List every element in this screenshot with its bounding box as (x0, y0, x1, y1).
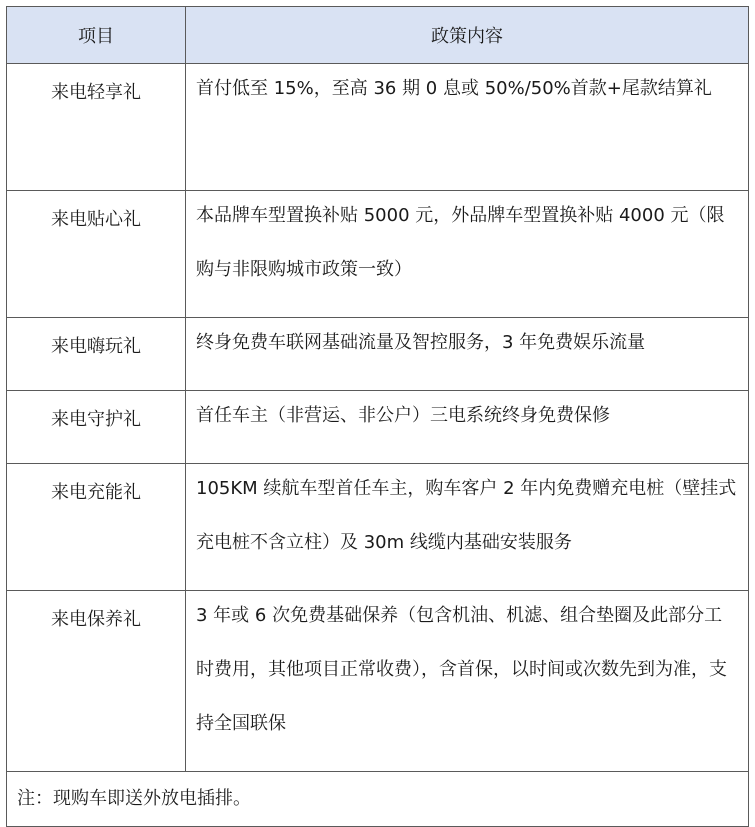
row-content-cell (186, 318, 749, 391)
row-content-cell (186, 191, 749, 318)
row-content-text: 终身免费车联网基础流量及智控服务，3 年免费娱乐流量 (196, 332, 646, 353)
row-content-cell (186, 391, 749, 464)
policy-table-container (6, 6, 748, 827)
header-content: 政策内容 (186, 7, 749, 64)
row-item-label: 来电贴心礼 (7, 191, 186, 318)
row-item-label: 来电轻享礼 (7, 64, 186, 191)
table-row (7, 464, 749, 591)
row-content-text: 首任车主（非营运、非公户）三电系统终身免费保修 (196, 405, 610, 426)
table-row (7, 391, 749, 464)
policy-table (6, 6, 749, 827)
row-item-label: 来电保养礼 (7, 591, 186, 772)
table-header-row (7, 7, 749, 64)
table-note-row (7, 772, 749, 827)
table-row (7, 318, 749, 391)
row-content-cell (186, 591, 749, 772)
row-item-label: 来电充能礼 (7, 464, 186, 591)
table-row (7, 591, 749, 772)
row-content-text: 首付低至 15%，至高 36 期 0 息或 50%/50%首款+尾款结算礼 (196, 78, 712, 99)
header-item: 项目 (7, 7, 186, 64)
row-content-text: 本品牌车型置换补贴 5000 元，外品牌车型置换补贴 4000 元（限购与非限购城市政策一致） (196, 205, 725, 280)
table-row (7, 191, 749, 318)
row-item-label: 来电嗨玩礼 (7, 318, 186, 391)
row-content-cell (186, 64, 749, 191)
row-content-text: 105KM 续航车型首任车主，购车客户 2 年内免费赠充电桩（壁挂式充电桩不含立柱）及 30m 线缆内基础安装服务 (196, 478, 737, 553)
row-item-label: 来电守护礼 (7, 391, 186, 464)
table-note: 注：现购车即送外放电插排。 (7, 772, 749, 827)
table-row (7, 64, 749, 191)
row-content-cell (186, 464, 749, 591)
row-content-text: 3 年或 6 次免费基础保养（包含机油、机滤、组合垫圈及此部分工时费用，其他项目正常收费），含首保，以时间或次数先到为准，支持全国联保 (196, 605, 727, 734)
